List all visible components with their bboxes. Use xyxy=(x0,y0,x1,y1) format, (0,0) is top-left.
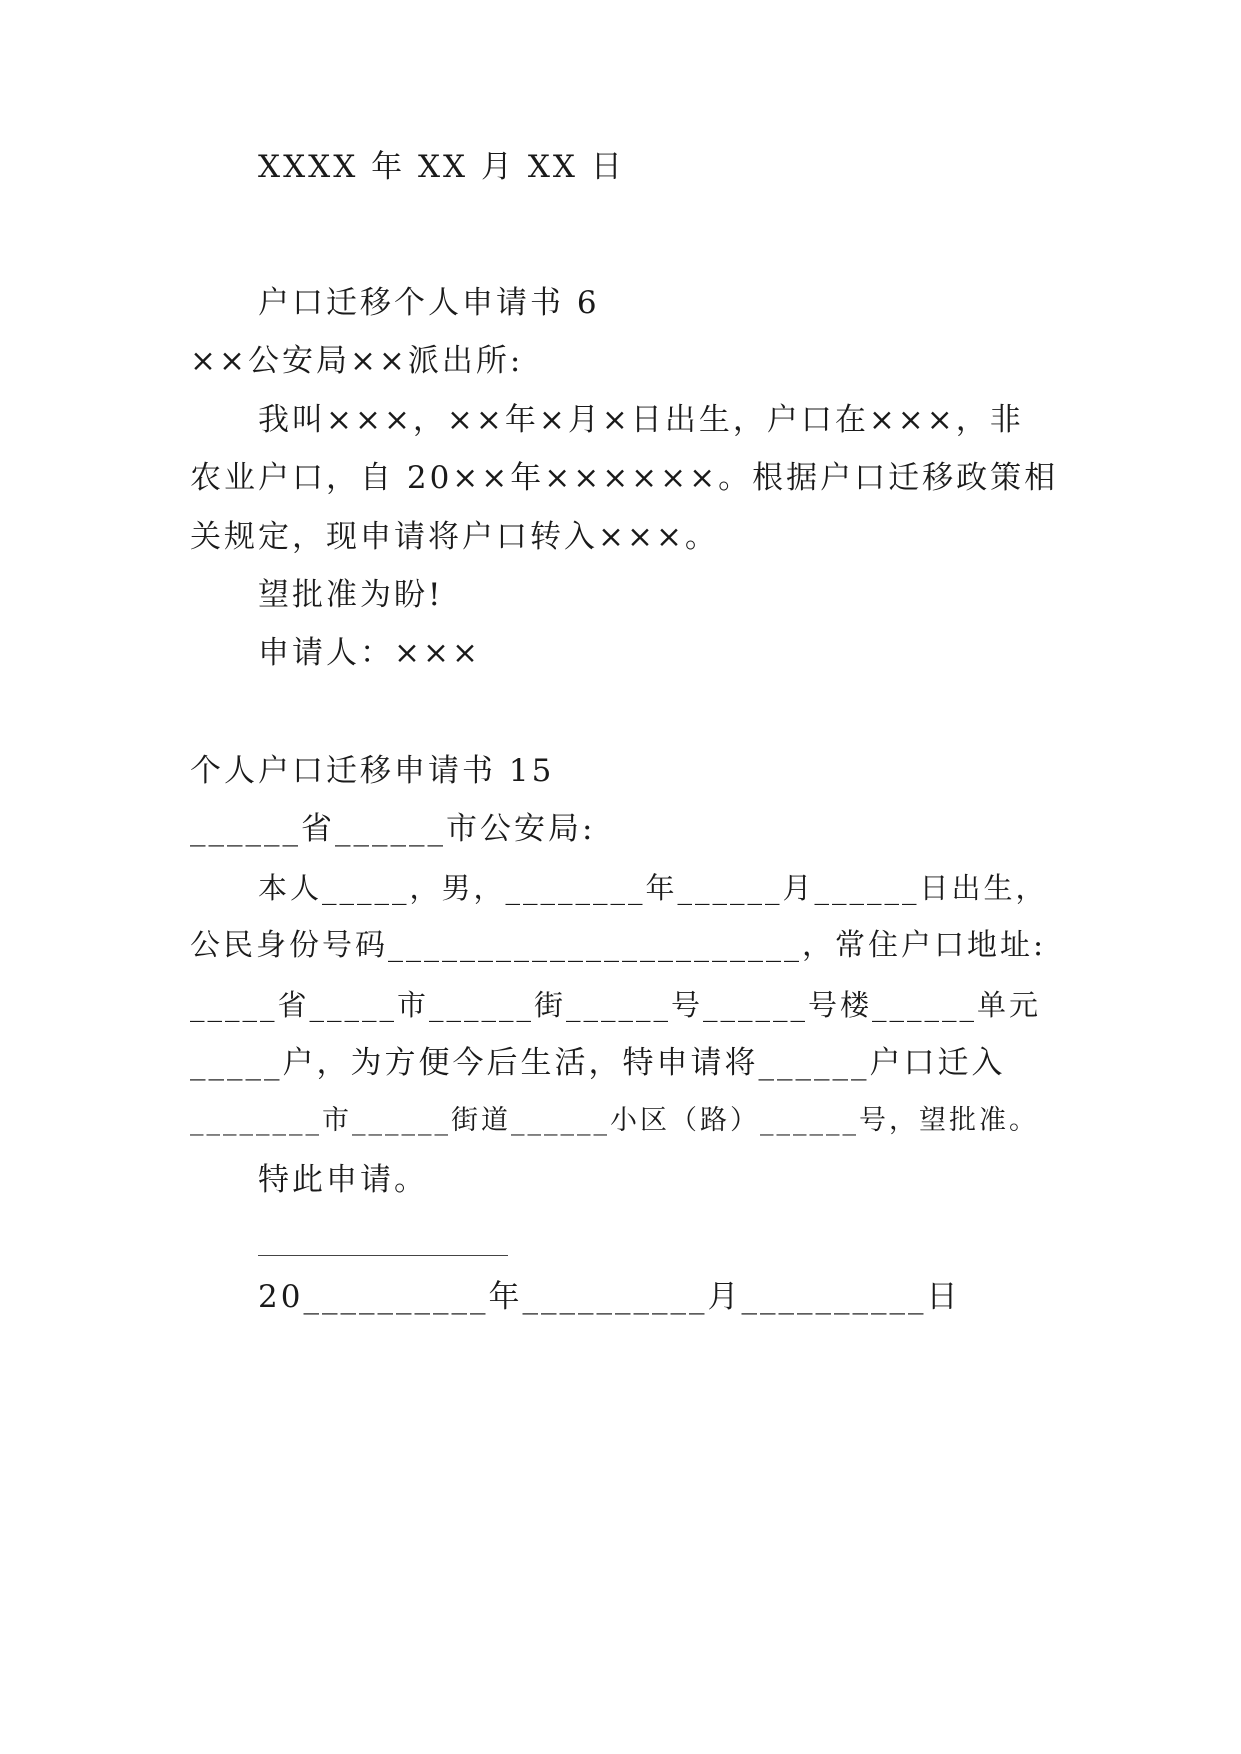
letter2-body-line3: _____省_____市______街______号______号楼______单元 xyxy=(190,988,1042,1022)
letter2-addressee: ______省______市公安局: xyxy=(190,811,596,847)
letter2-date-line: 20__________年__________月__________日 xyxy=(258,1279,961,1315)
letter1-body-line3: 关规定，现申请将户口转入×××。 xyxy=(190,519,719,555)
letter2-title: 个人户口迁移申请书 15 xyxy=(190,753,555,789)
letter2-body-line4: _____户，为方便今后生活，特申请将______户口迁入 xyxy=(190,1045,1006,1081)
letter2-body-line2: 公民身份号码_______________________，常住户口地址: xyxy=(190,928,1047,963)
letter2-body-line5: ________市______街道______小区（路）______号，望批准。 xyxy=(190,1105,1039,1136)
letter2-body-line1: 本人_____，男，________年______月______日出生， xyxy=(258,871,1048,905)
letter1-closing: 望批准为盼! xyxy=(258,577,444,613)
letter1-applicant: 申请人：××× xyxy=(258,635,481,671)
signature-line xyxy=(258,1255,508,1256)
letter1-body-line2: 农业户口，自 20××年××××××。根据户口迁移政策相 xyxy=(190,460,1059,496)
letter1-title: 户口迁移个人申请书 6 xyxy=(258,285,600,321)
date-line: XXXX 年 XX 月 XX 日 xyxy=(258,149,625,185)
letter1-addressee: ××公安局××派出所: xyxy=(190,343,524,379)
letter2-closing: 特此申请。 xyxy=(258,1162,428,1198)
letter1-body-line1: 我叫×××，××年×月×日出生，户口在×××，非 xyxy=(258,402,1024,438)
